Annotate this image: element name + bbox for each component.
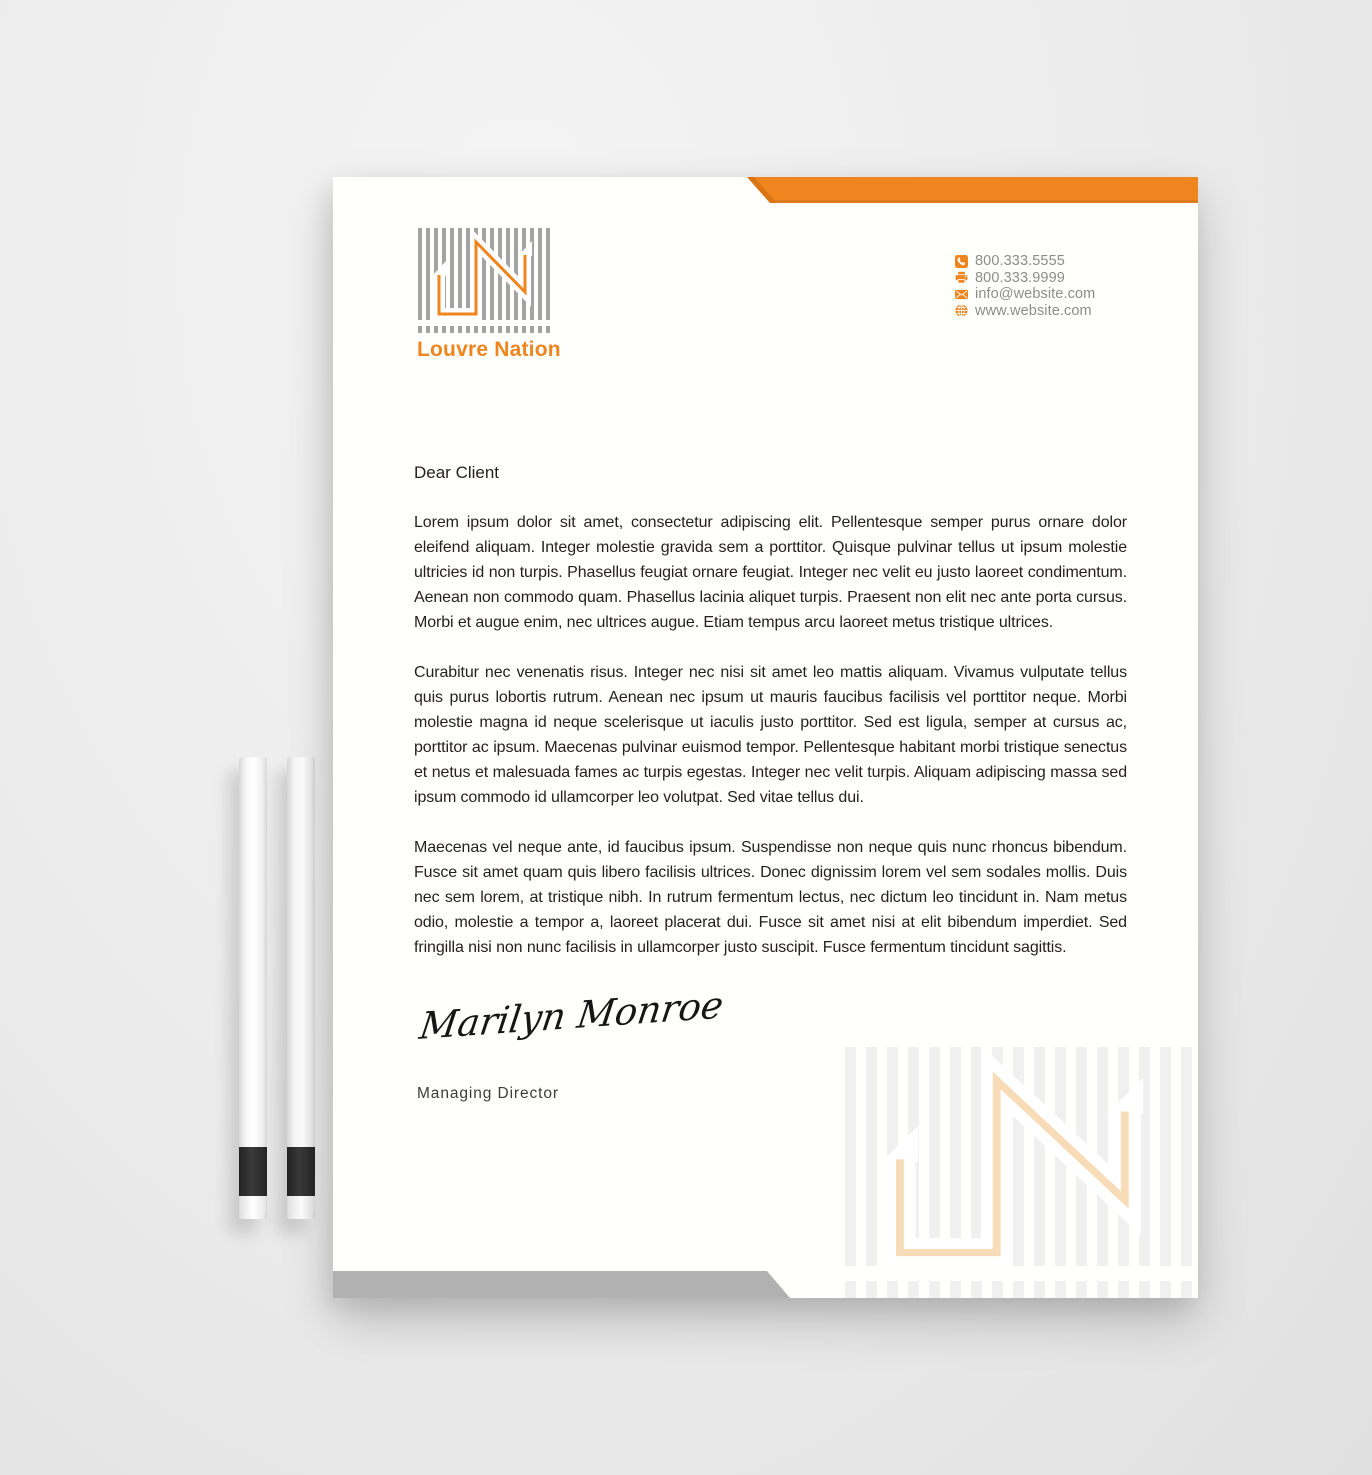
salutation: Dear Client <box>414 463 500 482</box>
letterhead-page <box>333 177 1198 1298</box>
contact-fax-row <box>955 270 1095 287</box>
phone-icon <box>955 255 968 268</box>
contact-block <box>955 253 1095 319</box>
pen <box>287 757 315 1219</box>
phone-number: 800.333.5555 <box>975 253 1065 270</box>
mail-icon <box>955 288 968 301</box>
footer-accent-bar <box>333 1271 790 1298</box>
pen-grip-band <box>239 1147 267 1196</box>
handwritten-signature: Marilyn Monroe <box>417 983 727 1048</box>
pen-tip <box>288 1196 314 1219</box>
company-logo <box>418 228 553 333</box>
letter-paragraph: Curabitur nec venenatis risus. Integer nec nisi sit amet leo mattis aliquam. Vivamus vulputate tellus quis purus lobortis rutrum. Aenean nec ipsum ut mauris faucibus facilisis vel porttitor neque. Morbi molestie magna id neque scelerisque ut iaculis justo porttitor. Sed est ligula, semper at cursus ac, porttitor ac ipsum. Maecenas pulvinar euismod tempor. Pellentesque habitant morbi tristique senectus et netus et malesuada fames ac turpis egestas. Integer nec velit turpis. Aliquam adipiscing massa sed ipsum commodo id ullamcorper leo volutpat. Sed vitae tellus dui. <box>414 664 1127 806</box>
company-name: Louvre Nation <box>417 338 561 361</box>
fax-icon <box>955 271 968 284</box>
ln-monogram-icon <box>418 228 553 333</box>
header-accent-bar <box>747 177 1198 203</box>
fax-number: 800.333.9999 <box>975 269 1065 286</box>
logo-watermark <box>845 1047 1198 1298</box>
email-address: info@website.com <box>975 286 1096 303</box>
contact-website-row <box>955 303 1095 320</box>
globe-icon <box>955 304 968 317</box>
letter-paragraph: Lorem ipsum dolor sit amet, consectetur adipiscing elit. Pellentesque semper purus ornare dolor eleifend aliquam. Integer molestie gravida sem a porttitor. Quisque pulvinar tellus ut ipsum molestie ultricies id non turpis. Phasellus feugiat ornare feugiat. Integer nec velit eu justo laoreet condimentum. Aenean non commodo quam. Phasellus lacinia aliquet turpis. Praesent non elit nec ante porta cursus. Morbi et augue enim, nec ultrices augue. Etiam tempus arcu laoreet metus tristique ultrices. <box>414 514 1127 631</box>
website-url: www.website.com <box>975 302 1092 319</box>
letter-paragraph: Maecenas vel neque ante, id faucibus ipsum. Suspendisse non neque quis nunc rhoncus bibendum. Fusce sit amet quam quis libero facilisis ultrices. Donec dignissim lorem vel sem sodales mollis. Duis nec sem lorem, at tristique nibh. In rutrum fermentum lectus, nec dictum leo tincidunt in. Nam metus odio, molestie a tempor a, laoreet placerat dui. Fusce sit amet nisi at elit bibendum imperdiet. Sed fringilla nisi non nunc facilisis in ullamcorper justo suscipit. Fusce fermentum tincidunt sagittis. <box>414 839 1127 956</box>
pen-tip <box>240 1196 266 1219</box>
contact-phone-row <box>955 253 1095 270</box>
contact-email-row <box>955 286 1095 303</box>
letter-body <box>414 461 1127 985</box>
pen-grip-band <box>287 1147 315 1196</box>
ln-monogram-watermark-icon <box>845 1047 1198 1298</box>
signer-title: Managing Director <box>417 1085 559 1102</box>
pen <box>239 757 267 1219</box>
